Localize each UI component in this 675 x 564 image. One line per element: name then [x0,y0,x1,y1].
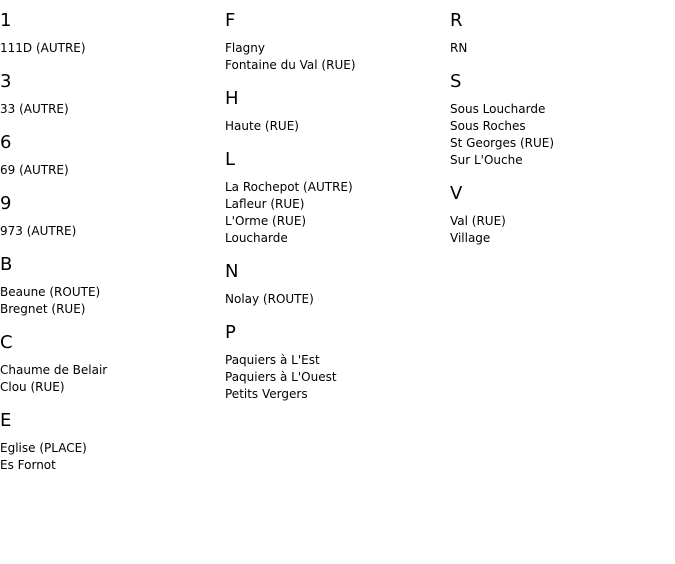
letter-heading: H [225,88,239,109]
street-list [0,101,220,118]
letter-group [0,193,220,240]
street-link[interactable]: Sous Loucharde [450,102,546,116]
street-link[interactable]: Sur L'Ouche [450,153,523,167]
street-link[interactable]: Flagny [225,41,265,55]
street-link[interactable]: 973 (AUTRE) [0,224,77,238]
letter-heading: S [450,71,462,92]
letter-group [225,149,445,247]
street-link[interactable]: Haute (RUE) [225,119,299,133]
letter-heading: L [225,149,236,170]
letter-heading: E [0,410,12,431]
index-column-1 [0,10,220,488]
street-list [0,440,220,474]
street-link[interactable]: 69 (AUTRE) [0,163,69,177]
street-link[interactable]: Paquiers à L'Ouest [225,370,337,384]
letter-heading: C [0,332,13,353]
letter-group [225,88,445,135]
street-link[interactable]: Loucharde [225,231,288,245]
letter-heading: R [450,10,463,31]
street-link[interactable]: Lafleur (RUE) [225,197,305,211]
street-link[interactable]: Petits Vergers [225,387,308,401]
street-link[interactable]: St Georges (RUE) [450,136,555,150]
street-link[interactable]: Fontaine du Val (RUE) [225,58,356,72]
street-link[interactable]: Nolay (ROUTE) [225,292,314,306]
street-list [450,213,670,247]
letter-group [0,71,220,118]
street-link[interactable]: L'Orme (RUE) [225,214,307,228]
street-link[interactable]: Val (RUE) [450,214,506,228]
letter-group [225,10,445,74]
letter-group [450,71,670,169]
street-link[interactable]: La Rochepot (AUTRE) [225,180,353,194]
letter-group [225,261,445,308]
letter-heading: 3 [0,71,12,92]
street-list [450,40,670,57]
street-link[interactable]: 111D (AUTRE) [0,41,86,55]
street-link[interactable]: Eglise (PLACE) [0,441,87,455]
street-list [225,291,445,308]
letter-heading: 1 [0,10,12,31]
street-link[interactable]: Bregnet (RUE) [0,302,86,316]
street-link[interactable]: Chaume de Belair [0,363,108,377]
letter-group [0,254,220,318]
street-list [225,40,445,74]
letter-group [0,332,220,396]
letter-group [0,132,220,179]
letter-heading: 9 [0,193,12,214]
letter-heading: B [0,254,13,275]
street-list [0,362,220,396]
street-list [0,162,220,179]
street-list [225,179,445,247]
index-column-2 [225,10,445,417]
street-list [0,223,220,240]
street-link[interactable]: Sous Roches [450,119,526,133]
letter-heading: 6 [0,132,12,153]
street-link[interactable]: Village [450,231,491,245]
letter-heading: F [225,10,236,31]
street-link[interactable]: Paquiers à L'Est [225,353,320,367]
street-link[interactable]: RN [450,41,468,55]
letter-heading: N [225,261,239,282]
street-list [225,118,445,135]
letter-group [450,183,670,247]
letter-heading: V [450,183,463,204]
street-list [225,352,445,403]
letter-group [0,410,220,474]
street-list [0,40,220,57]
letter-heading: P [225,322,236,343]
street-link[interactable]: Es Fornot [0,458,56,472]
letter-group [450,10,670,57]
street-link[interactable]: 33 (AUTRE) [0,102,69,116]
index-column-3 [450,10,670,261]
letter-group [225,322,445,403]
street-link[interactable]: Beaune (ROUTE) [0,285,101,299]
street-list [0,284,220,318]
street-link[interactable]: Clou (RUE) [0,380,65,394]
street-list [450,101,670,169]
letter-group [0,10,220,57]
